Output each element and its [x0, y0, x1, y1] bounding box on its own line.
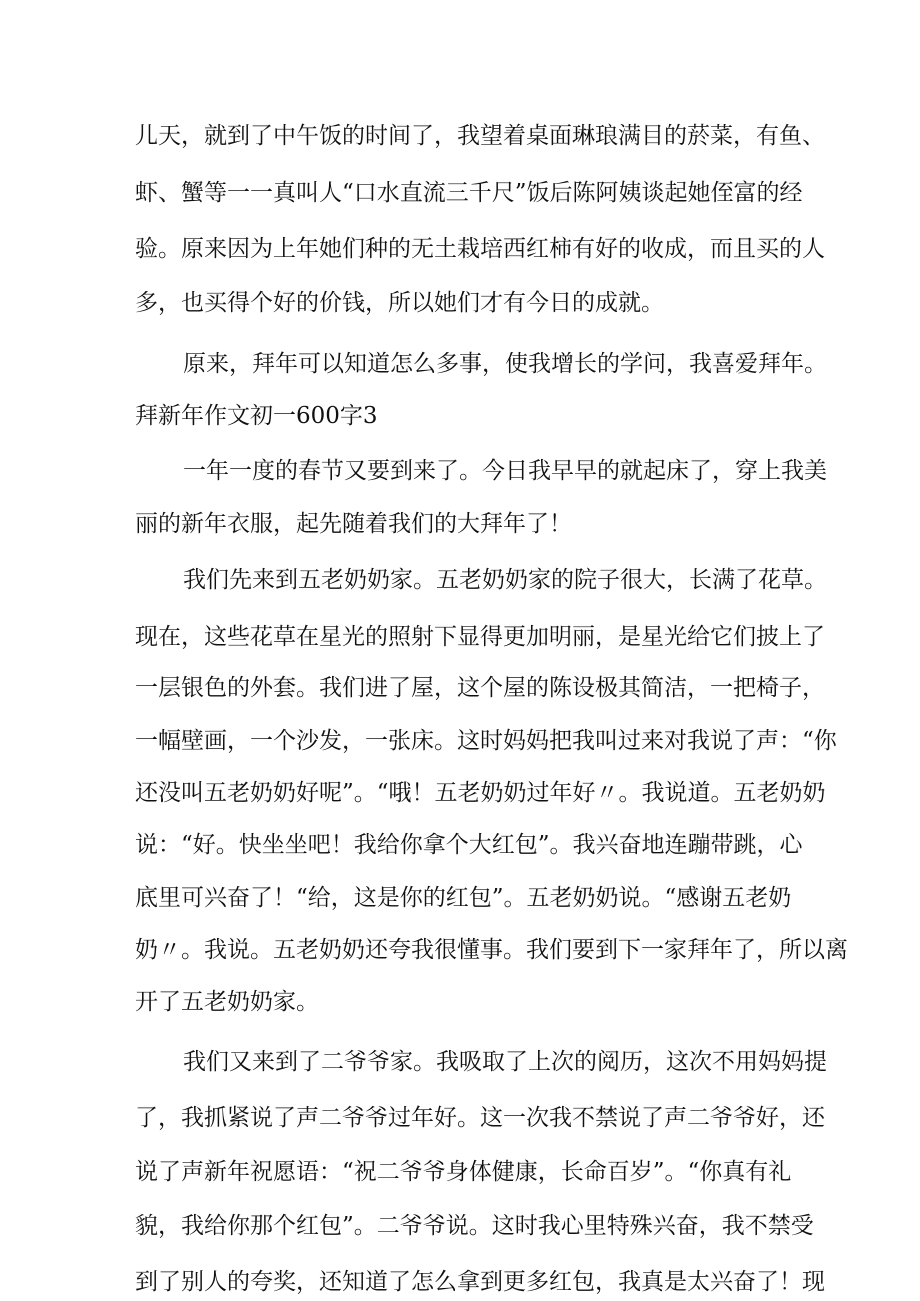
text-line: 我们又来到了二爷爷家。我吸取了上次的阅历，这次不用妈妈提	[183, 1049, 827, 1076]
text-line: 貌，我给你那个红包”。二爷爷说。这时我心里特殊兴奋，我不禁受	[135, 1213, 814, 1240]
text-line: 说了声新年祝愿语：“祝二爷爷身体健康，长命百岁”。“你真有礼	[135, 1158, 792, 1185]
text-line: 一层银色的外套。我们进了屋，这个屋的陈设极其简洁，一把椅子，	[135, 674, 825, 701]
text-line: 儿天，就到了中午饭的时间了，我望着桌面琳琅满目的菸菜，有鱼、	[135, 123, 825, 149]
text-line: 一幅壁画，一个沙发，一张床。这时妈妈把我叫过来对我说了声：“你	[135, 727, 837, 754]
text-line: 多，也买得个好的价钱，所以她们才有今日的成就。	[135, 289, 664, 316]
text-line: 开了五老奶奶家。	[135, 988, 319, 1015]
text-line: 说：“好。快坐坐吧！我给你拿个大红包”。我兴奋地连蹦带跳，心	[135, 832, 803, 859]
text-line: 奶〃。我说。五老奶奶还夸我很懂事。我们要到下一家拜年了，所以离	[135, 936, 848, 963]
section-heading: 拜新年作文初一600字3	[135, 403, 378, 430]
text-line: 现在，这些花草在星光的照射下显得更加明丽，是星光给它们披上了	[135, 623, 825, 650]
text-line: 到了别人的夸奖，还知道了怎么拿到更多红包，我真是太兴奋了！现	[135, 1269, 825, 1295]
text-line: 验。原来因为上年她们种的无土栽培西红柿有好的收成，而且买的人	[135, 236, 825, 263]
text-line: 还没叫五老奶奶好呢”。“哦！五老奶奶过年好〃。我说道。五老奶奶	[135, 780, 826, 807]
text-line: 我们先来到五老奶奶家。五老奶奶家的院子很大，长满了花草。	[183, 567, 827, 594]
text-line: 虾、蟹等一一真叫人“口水直流三千尺”饭后陈阿姨谈起她侄富的经	[135, 179, 803, 206]
text-line: 了，我抓紧说了声二爷爷过年好。这一次我不禁说了声二爷爷好，还	[135, 1104, 825, 1131]
text-line: 丽的新年衣服，起先随着我们的大拜年了！	[135, 510, 572, 537]
text-line: 原来，拜年可以知道怎么多事，使我增长的学问，我喜爱拜年。	[183, 351, 827, 378]
text-line: 底里可兴奋了！“给，这是你的红包”。五老奶奶说。“感谢五老奶	[135, 885, 792, 912]
text-line: 一年一度的春节又要到来了。今日我早早的就起床了，穿上我美	[183, 457, 827, 484]
